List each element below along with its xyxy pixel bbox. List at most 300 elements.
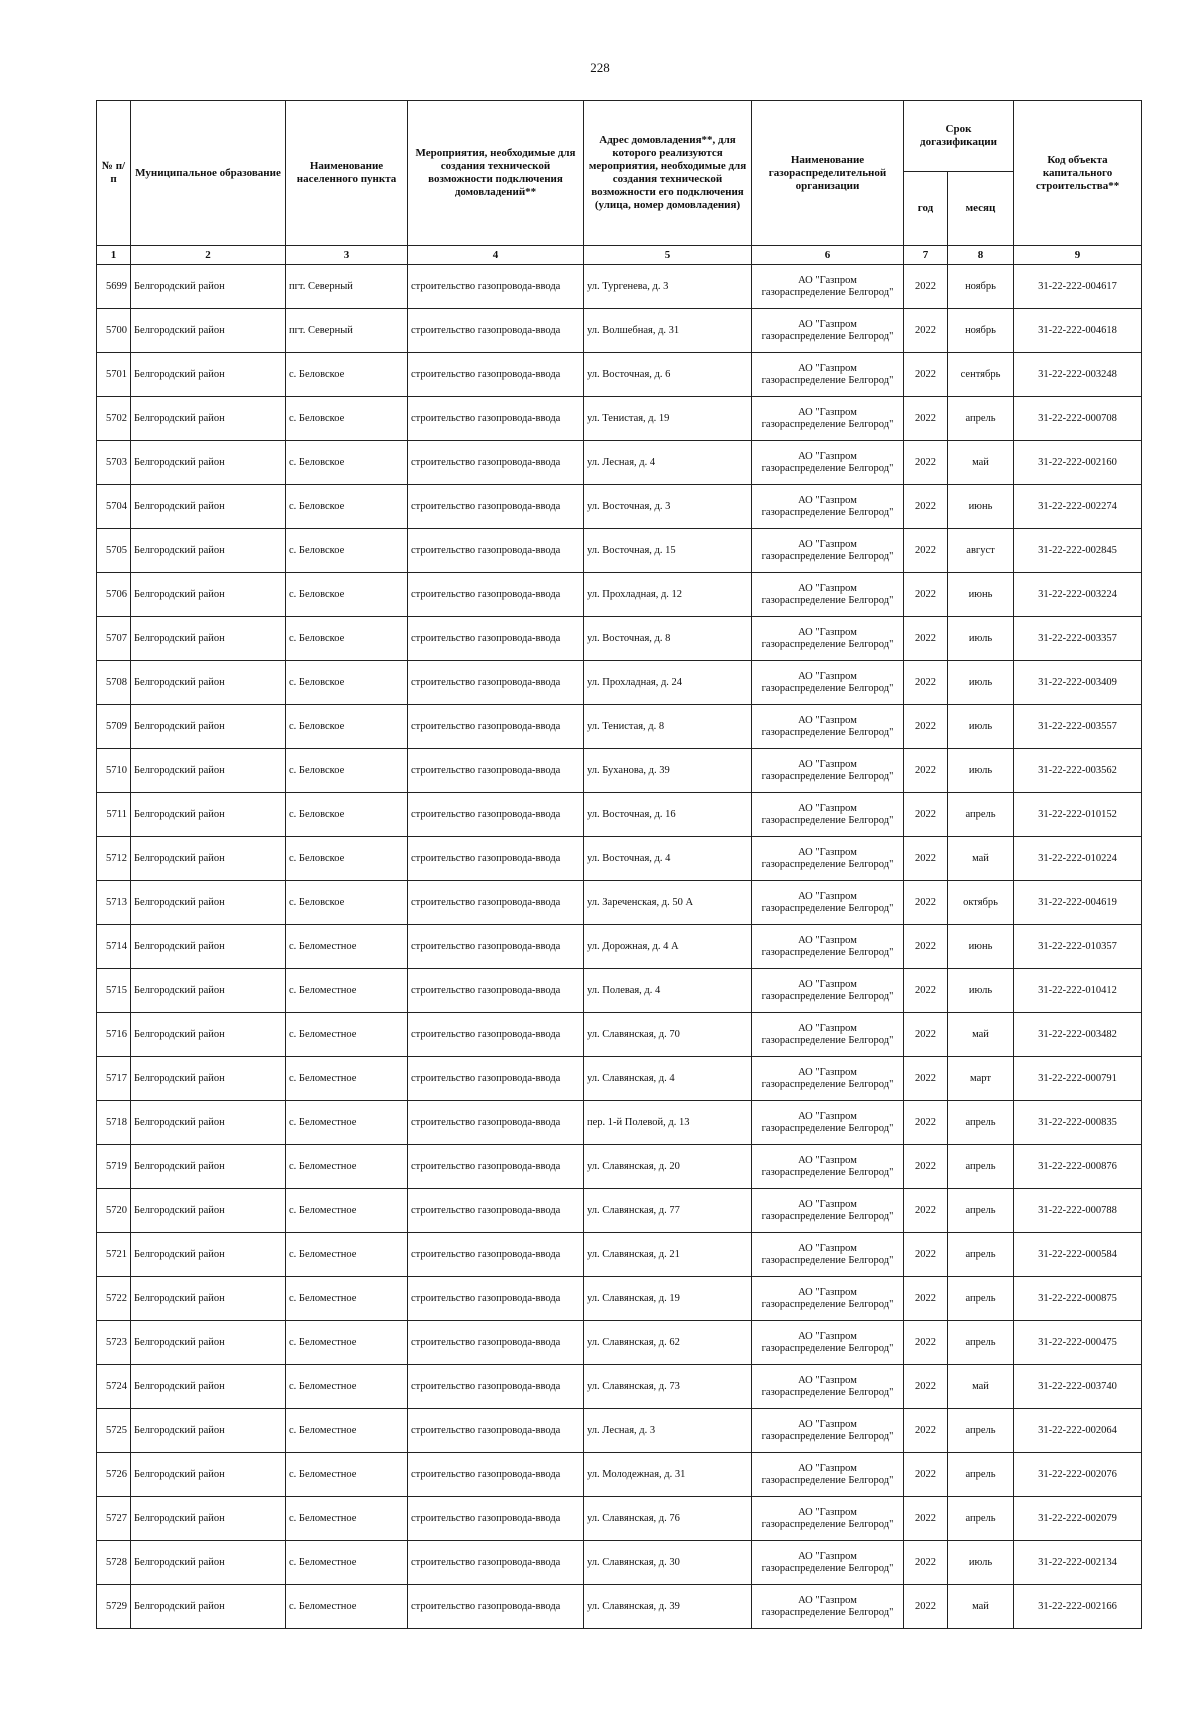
cell-settlement: с. Беловское: [286, 353, 408, 397]
cell-settlement: с. Беломестное: [286, 1365, 408, 1409]
cell-settlement: с. Беломестное: [286, 1277, 408, 1321]
org-line-2: газораспределение Белгород": [761, 682, 894, 694]
cell-settlement: пгт. Северный: [286, 309, 408, 353]
table-row: [97, 397, 1142, 441]
cell-year: 2022: [904, 1409, 948, 1453]
org-line-2: газораспределение Белгород": [761, 374, 894, 386]
cell-org: [752, 309, 904, 353]
cell-address: ул. Славянская, д. 4: [584, 1057, 752, 1101]
org-line-2: газораспределение Белгород": [761, 1386, 894, 1398]
cell-measure: строительство газопровода-ввода: [408, 1321, 584, 1365]
cell-month: апрель: [948, 1145, 1014, 1189]
table-row: [97, 309, 1142, 353]
cell-num: 5708: [97, 661, 131, 705]
cell-address: ул. Полевая, д. 4: [584, 969, 752, 1013]
cell-month: апрель: [948, 1189, 1014, 1233]
cell-municipality: Белгородский район: [131, 1585, 286, 1629]
cell-municipality: Белгородский район: [131, 1057, 286, 1101]
cell-measure: строительство газопровода-ввода: [408, 881, 584, 925]
cell-address: ул. Восточная, д. 15: [584, 529, 752, 573]
cell-year: 2022: [904, 1365, 948, 1409]
cell-org: [752, 1277, 904, 1321]
cell-org: [752, 441, 904, 485]
cell-measure: строительство газопровода-ввода: [408, 441, 584, 485]
cell-month: июль: [948, 1541, 1014, 1585]
cell-year: 2022: [904, 353, 948, 397]
org-line-1: АО "Газпром: [798, 1550, 857, 1562]
cell-address: ул. Восточная, д. 6: [584, 353, 752, 397]
cell-org: [752, 1101, 904, 1145]
cell-measure: строительство газопровода-ввода: [408, 573, 584, 617]
table-header: [97, 101, 1142, 265]
cell-municipality: Белгородский район: [131, 837, 286, 881]
cell-municipality: Белгородский район: [131, 881, 286, 925]
cell-code: 31-22-222-010152: [1014, 793, 1142, 837]
cell-num: 5709: [97, 705, 131, 749]
cell-settlement: с. Беловское: [286, 397, 408, 441]
cell-code: 31-22-222-003248: [1014, 353, 1142, 397]
cell-municipality: Белгородский район: [131, 265, 286, 309]
table-row: [97, 617, 1142, 661]
cell-code: 31-22-222-003740: [1014, 1365, 1142, 1409]
table-row: [97, 1497, 1142, 1541]
cell-num: 5714: [97, 925, 131, 969]
cell-address: ул. Восточная, д. 8: [584, 617, 752, 661]
cell-num: 5701: [97, 353, 131, 397]
cell-measure: строительство газопровода-ввода: [408, 1233, 584, 1277]
cell-num: 5720: [97, 1189, 131, 1233]
cell-num: 5703: [97, 441, 131, 485]
cell-num: 5704: [97, 485, 131, 529]
cell-measure: строительство газопровода-ввода: [408, 617, 584, 661]
cell-year: 2022: [904, 661, 948, 705]
cell-code: 31-22-222-003409: [1014, 661, 1142, 705]
header-municipality: Муниципальное образование: [131, 101, 286, 246]
cell-municipality: Белгородский район: [131, 485, 286, 529]
column-number: 6: [752, 246, 904, 265]
cell-org: [752, 1497, 904, 1541]
cell-code: 31-22-222-004617: [1014, 265, 1142, 309]
org-line-2: газораспределение Белгород": [761, 286, 894, 298]
cell-measure: строительство газопровода-ввода: [408, 1145, 584, 1189]
cell-address: ул. Славянская, д. 20: [584, 1145, 752, 1189]
org-line-1: АО "Газпром: [798, 1418, 857, 1430]
cell-settlement: с. Беловское: [286, 705, 408, 749]
org-line-1: АО "Газпром: [798, 362, 857, 374]
cell-municipality: Белгородский район: [131, 573, 286, 617]
org-line-1: АО "Газпром: [798, 1462, 857, 1474]
cell-year: 2022: [904, 1453, 948, 1497]
org-line-1: АО "Газпром: [798, 890, 857, 902]
cell-code: 31-22-222-002845: [1014, 529, 1142, 573]
header-term: Срок догазификации: [904, 101, 1014, 172]
cell-org: [752, 1365, 904, 1409]
org-line-1: АО "Газпром: [798, 626, 857, 638]
table-row: [97, 705, 1142, 749]
header-month: месяц: [948, 172, 1014, 246]
cell-address: ул. Восточная, д. 4: [584, 837, 752, 881]
org-line-1: АО "Газпром: [798, 1330, 857, 1342]
cell-measure: строительство газопровода-ввода: [408, 749, 584, 793]
cell-num: 5727: [97, 1497, 131, 1541]
cell-num: 5723: [97, 1321, 131, 1365]
cell-num: 5715: [97, 969, 131, 1013]
org-line-1: АО "Газпром: [798, 670, 857, 682]
cell-address: ул. Лесная, д. 4: [584, 441, 752, 485]
org-line-1: АО "Газпром: [798, 450, 857, 462]
cell-measure: строительство газопровода-ввода: [408, 265, 584, 309]
cell-code: 31-22-222-000835: [1014, 1101, 1142, 1145]
cell-settlement: с. Беловское: [286, 573, 408, 617]
cell-address: ул. Дорожная, д. 4 А: [584, 925, 752, 969]
cell-org: [752, 353, 904, 397]
cell-num: 5707: [97, 617, 131, 661]
table-row: [97, 881, 1142, 925]
cell-org: [752, 969, 904, 1013]
cell-settlement: с. Беловское: [286, 485, 408, 529]
cell-settlement: с. Беловское: [286, 617, 408, 661]
cell-address: ул. Волшебная, д. 31: [584, 309, 752, 353]
cell-month: апрель: [948, 1233, 1014, 1277]
table-row: [97, 1453, 1142, 1497]
cell-org: [752, 881, 904, 925]
cell-measure: строительство газопровода-ввода: [408, 485, 584, 529]
cell-org: [752, 1541, 904, 1585]
cell-month: июль: [948, 705, 1014, 749]
cell-year: 2022: [904, 1321, 948, 1365]
cell-code: 31-22-222-000875: [1014, 1277, 1142, 1321]
cell-measure: строительство газопровода-ввода: [408, 837, 584, 881]
cell-month: апрель: [948, 1453, 1014, 1497]
org-line-2: газораспределение Белгород": [761, 1606, 894, 1618]
cell-num: 5725: [97, 1409, 131, 1453]
cell-org: [752, 1145, 904, 1189]
cell-year: 2022: [904, 837, 948, 881]
cell-org: [752, 925, 904, 969]
table-row: [97, 1101, 1142, 1145]
column-number: 9: [1014, 246, 1142, 265]
cell-year: 2022: [904, 1277, 948, 1321]
table-row: [97, 793, 1142, 837]
cell-month: июнь: [948, 925, 1014, 969]
cell-municipality: Белгородский район: [131, 705, 286, 749]
org-line-1: АО "Газпром: [798, 1022, 857, 1034]
cell-code: 31-22-222-003224: [1014, 573, 1142, 617]
cell-settlement: с. Беловское: [286, 881, 408, 925]
org-line-2: газораспределение Белгород": [761, 330, 894, 342]
cell-settlement: с. Беломестное: [286, 969, 408, 1013]
table-row: [97, 529, 1142, 573]
cell-municipality: Белгородский район: [131, 661, 286, 705]
column-number: 3: [286, 246, 408, 265]
table-row: [97, 1585, 1142, 1629]
header-measures: Мероприятия, необходимые для создания технической возможности подключения домовладений**: [408, 101, 584, 246]
cell-year: 2022: [904, 1541, 948, 1585]
cell-code: 31-22-222-002134: [1014, 1541, 1142, 1585]
cell-month: апрель: [948, 1497, 1014, 1541]
cell-address: ул. Тенистая, д. 8: [584, 705, 752, 749]
cell-address: ул. Славянская, д. 19: [584, 1277, 752, 1321]
header-settlement: Наименование населенного пункта: [286, 101, 408, 246]
cell-month: ноябрь: [948, 265, 1014, 309]
org-line-1: АО "Газпром: [798, 1198, 857, 1210]
cell-month: сентябрь: [948, 353, 1014, 397]
cell-year: 2022: [904, 749, 948, 793]
cell-address: ул. Прохладная, д. 12: [584, 573, 752, 617]
cell-measure: строительство газопровода-ввода: [408, 353, 584, 397]
table-row: [97, 265, 1142, 309]
cell-measure: строительство газопровода-ввода: [408, 1453, 584, 1497]
cell-month: ноябрь: [948, 309, 1014, 353]
table-row: [97, 661, 1142, 705]
org-line-1: АО "Газпром: [798, 1286, 857, 1298]
cell-org: [752, 485, 904, 529]
cell-municipality: Белгородский район: [131, 969, 286, 1013]
org-line-2: газораспределение Белгород": [761, 902, 894, 914]
cell-settlement: с. Беловское: [286, 441, 408, 485]
org-line-2: газораспределение Белгород": [761, 1122, 894, 1134]
cell-municipality: Белгородский район: [131, 1453, 286, 1497]
org-line-2: газораспределение Белгород": [761, 1474, 894, 1486]
table-row: [97, 1277, 1142, 1321]
cell-num: 5729: [97, 1585, 131, 1629]
cell-year: 2022: [904, 1145, 948, 1189]
org-line-2: газораспределение Белгород": [761, 1034, 894, 1046]
cell-code: 31-22-222-004618: [1014, 309, 1142, 353]
cell-address: ул. Славянская, д. 21: [584, 1233, 752, 1277]
cell-settlement: с. Беловское: [286, 529, 408, 573]
cell-municipality: Белгородский район: [131, 1101, 286, 1145]
cell-code: 31-22-222-002076: [1014, 1453, 1142, 1497]
cell-month: май: [948, 837, 1014, 881]
cell-settlement: с. Беломестное: [286, 1409, 408, 1453]
cell-year: 2022: [904, 617, 948, 661]
cell-municipality: Белгородский район: [131, 309, 286, 353]
table-row: [97, 1145, 1142, 1189]
cell-municipality: Белгородский район: [131, 1233, 286, 1277]
cell-org: [752, 705, 904, 749]
cell-address: ул. Славянская, д. 30: [584, 1541, 752, 1585]
cell-code: 31-22-222-000584: [1014, 1233, 1142, 1277]
org-line-2: газораспределение Белгород": [761, 506, 894, 518]
cell-month: июль: [948, 617, 1014, 661]
cell-month: март: [948, 1057, 1014, 1101]
org-line-1: АО "Газпром: [798, 1154, 857, 1166]
cell-month: октябрь: [948, 881, 1014, 925]
cell-year: 2022: [904, 1057, 948, 1101]
table-row: [97, 1321, 1142, 1365]
org-line-2: газораспределение Белгород": [761, 1562, 894, 1574]
cell-org: [752, 573, 904, 617]
cell-address: ул. Славянская, д. 62: [584, 1321, 752, 1365]
cell-municipality: Белгородский район: [131, 353, 286, 397]
org-line-1: АО "Газпром: [798, 538, 857, 550]
header-num: № п/п: [97, 101, 131, 246]
cell-code: 31-22-222-003557: [1014, 705, 1142, 749]
cell-num: 5718: [97, 1101, 131, 1145]
org-line-2: газораспределение Белгород": [761, 770, 894, 782]
cell-municipality: Белгородский район: [131, 925, 286, 969]
cell-settlement: с. Беломестное: [286, 925, 408, 969]
cell-municipality: Белгородский район: [131, 1541, 286, 1585]
table-row: [97, 573, 1142, 617]
header-org: Наименование газораспределительной организации: [752, 101, 904, 246]
cell-org: [752, 1321, 904, 1365]
cell-measure: строительство газопровода-ввода: [408, 309, 584, 353]
table-row: [97, 353, 1142, 397]
cell-num: 5728: [97, 1541, 131, 1585]
cell-month: июль: [948, 661, 1014, 705]
page-number: 228: [590, 60, 610, 75]
cell-municipality: Белгородский район: [131, 1189, 286, 1233]
cell-municipality: Белгородский район: [131, 749, 286, 793]
org-line-1: АО "Газпром: [798, 1506, 857, 1518]
cell-code: 31-22-222-000876: [1014, 1145, 1142, 1189]
cell-org: [752, 265, 904, 309]
cell-org: [752, 1409, 904, 1453]
cell-month: июнь: [948, 573, 1014, 617]
org-line-1: АО "Газпром: [798, 318, 857, 330]
org-line-1: АО "Газпром: [798, 582, 857, 594]
cell-org: [752, 1189, 904, 1233]
cell-measure: строительство газопровода-ввода: [408, 1585, 584, 1629]
cell-org: [752, 793, 904, 837]
cell-num: 5721: [97, 1233, 131, 1277]
gasification-table: [96, 100, 1142, 1629]
header-year: год: [904, 172, 948, 246]
table-row: [97, 1233, 1142, 1277]
cell-address: ул. Буханова, д. 39: [584, 749, 752, 793]
cell-measure: строительство газопровода-ввода: [408, 705, 584, 749]
cell-municipality: Белгородский район: [131, 529, 286, 573]
cell-org: [752, 837, 904, 881]
table-row: [97, 837, 1142, 881]
cell-municipality: Белгородский район: [131, 1145, 286, 1189]
org-line-1: АО "Газпром: [798, 978, 857, 990]
cell-org: [752, 617, 904, 661]
cell-org: [752, 1013, 904, 1057]
cell-settlement: с. Беломестное: [286, 1145, 408, 1189]
cell-org: [752, 661, 904, 705]
cell-num: 5716: [97, 1013, 131, 1057]
cell-code: 31-22-222-010357: [1014, 925, 1142, 969]
cell-address: ул. Славянская, д. 76: [584, 1497, 752, 1541]
cell-settlement: с. Беломестное: [286, 1541, 408, 1585]
cell-code: 31-22-222-004619: [1014, 881, 1142, 925]
column-number: 8: [948, 246, 1014, 265]
org-line-1: АО "Газпром: [798, 758, 857, 770]
org-line-2: газораспределение Белгород": [761, 946, 894, 958]
cell-month: апрель: [948, 397, 1014, 441]
cell-municipality: Белгородский район: [131, 397, 286, 441]
cell-code: 31-22-222-003562: [1014, 749, 1142, 793]
cell-org: [752, 749, 904, 793]
cell-org: [752, 1057, 904, 1101]
cell-settlement: с. Беломестное: [286, 1057, 408, 1101]
org-line-2: газораспределение Белгород": [761, 462, 894, 474]
cell-month: апрель: [948, 1277, 1014, 1321]
cell-year: 2022: [904, 1013, 948, 1057]
cell-num: 5726: [97, 1453, 131, 1497]
cell-month: май: [948, 1365, 1014, 1409]
table-row: [97, 485, 1142, 529]
cell-num: 5700: [97, 309, 131, 353]
cell-settlement: с. Беломестное: [286, 1013, 408, 1057]
cell-code: 31-22-222-002079: [1014, 1497, 1142, 1541]
cell-num: 5712: [97, 837, 131, 881]
cell-year: 2022: [904, 397, 948, 441]
cell-settlement: с. Беломестное: [286, 1321, 408, 1365]
cell-measure: строительство газопровода-ввода: [408, 1189, 584, 1233]
cell-address: ул. Восточная, д. 3: [584, 485, 752, 529]
cell-code: 31-22-222-000708: [1014, 397, 1142, 441]
cell-month: апрель: [948, 1101, 1014, 1145]
cell-address: пер. 1-й Полевой, д. 13: [584, 1101, 752, 1145]
org-line-2: газораспределение Белгород": [761, 550, 894, 562]
cell-address: ул. Прохладная, д. 24: [584, 661, 752, 705]
cell-settlement: с. Беломестное: [286, 1233, 408, 1277]
cell-code: 31-22-222-010224: [1014, 837, 1142, 881]
cell-settlement: с. Беловское: [286, 661, 408, 705]
cell-code: 31-22-222-000788: [1014, 1189, 1142, 1233]
cell-code: 31-22-222-000475: [1014, 1321, 1142, 1365]
cell-org: [752, 1233, 904, 1277]
cell-year: 2022: [904, 309, 948, 353]
cell-month: апрель: [948, 793, 1014, 837]
cell-municipality: Белгородский район: [131, 793, 286, 837]
cell-settlement: с. Беловское: [286, 837, 408, 881]
cell-municipality: Белгородский район: [131, 1497, 286, 1541]
cell-year: 2022: [904, 529, 948, 573]
org-line-2: газораспределение Белгород": [761, 814, 894, 826]
cell-code: 31-22-222-003357: [1014, 617, 1142, 661]
table-row: [97, 925, 1142, 969]
table-row: [97, 1013, 1142, 1057]
cell-year: 2022: [904, 485, 948, 529]
org-line-1: АО "Газпром: [798, 406, 857, 418]
cell-num: 5717: [97, 1057, 131, 1101]
cell-settlement: с. Беломестное: [286, 1453, 408, 1497]
org-line-1: АО "Газпром: [798, 846, 857, 858]
cell-year: 2022: [904, 1101, 948, 1145]
org-line-2: газораспределение Белгород": [761, 1298, 894, 1310]
column-number: 1: [97, 246, 131, 265]
cell-num: 5705: [97, 529, 131, 573]
cell-num: 5711: [97, 793, 131, 837]
column-number: 5: [584, 246, 752, 265]
cell-num: 5719: [97, 1145, 131, 1189]
cell-year: 2022: [904, 441, 948, 485]
org-line-2: газораспределение Белгород": [761, 1166, 894, 1178]
cell-month: апрель: [948, 1409, 1014, 1453]
cell-code: 31-22-222-002166: [1014, 1585, 1142, 1629]
cell-address: ул. Тенистая, д. 19: [584, 397, 752, 441]
org-line-2: газораспределение Белгород": [761, 1078, 894, 1090]
cell-year: 2022: [904, 265, 948, 309]
cell-measure: строительство газопровода-ввода: [408, 925, 584, 969]
cell-code: 31-22-222-002064: [1014, 1409, 1142, 1453]
org-line-1: АО "Газпром: [798, 1110, 857, 1122]
cell-org: [752, 397, 904, 441]
cell-num: 5713: [97, 881, 131, 925]
column-number: 2: [131, 246, 286, 265]
cell-measure: строительство газопровода-ввода: [408, 1057, 584, 1101]
cell-measure: строительство газопровода-ввода: [408, 793, 584, 837]
cell-settlement: с. Беловское: [286, 793, 408, 837]
org-line-1: АО "Газпром: [798, 494, 857, 506]
cell-measure: строительство газопровода-ввода: [408, 1409, 584, 1453]
cell-measure: строительство газопровода-ввода: [408, 1497, 584, 1541]
